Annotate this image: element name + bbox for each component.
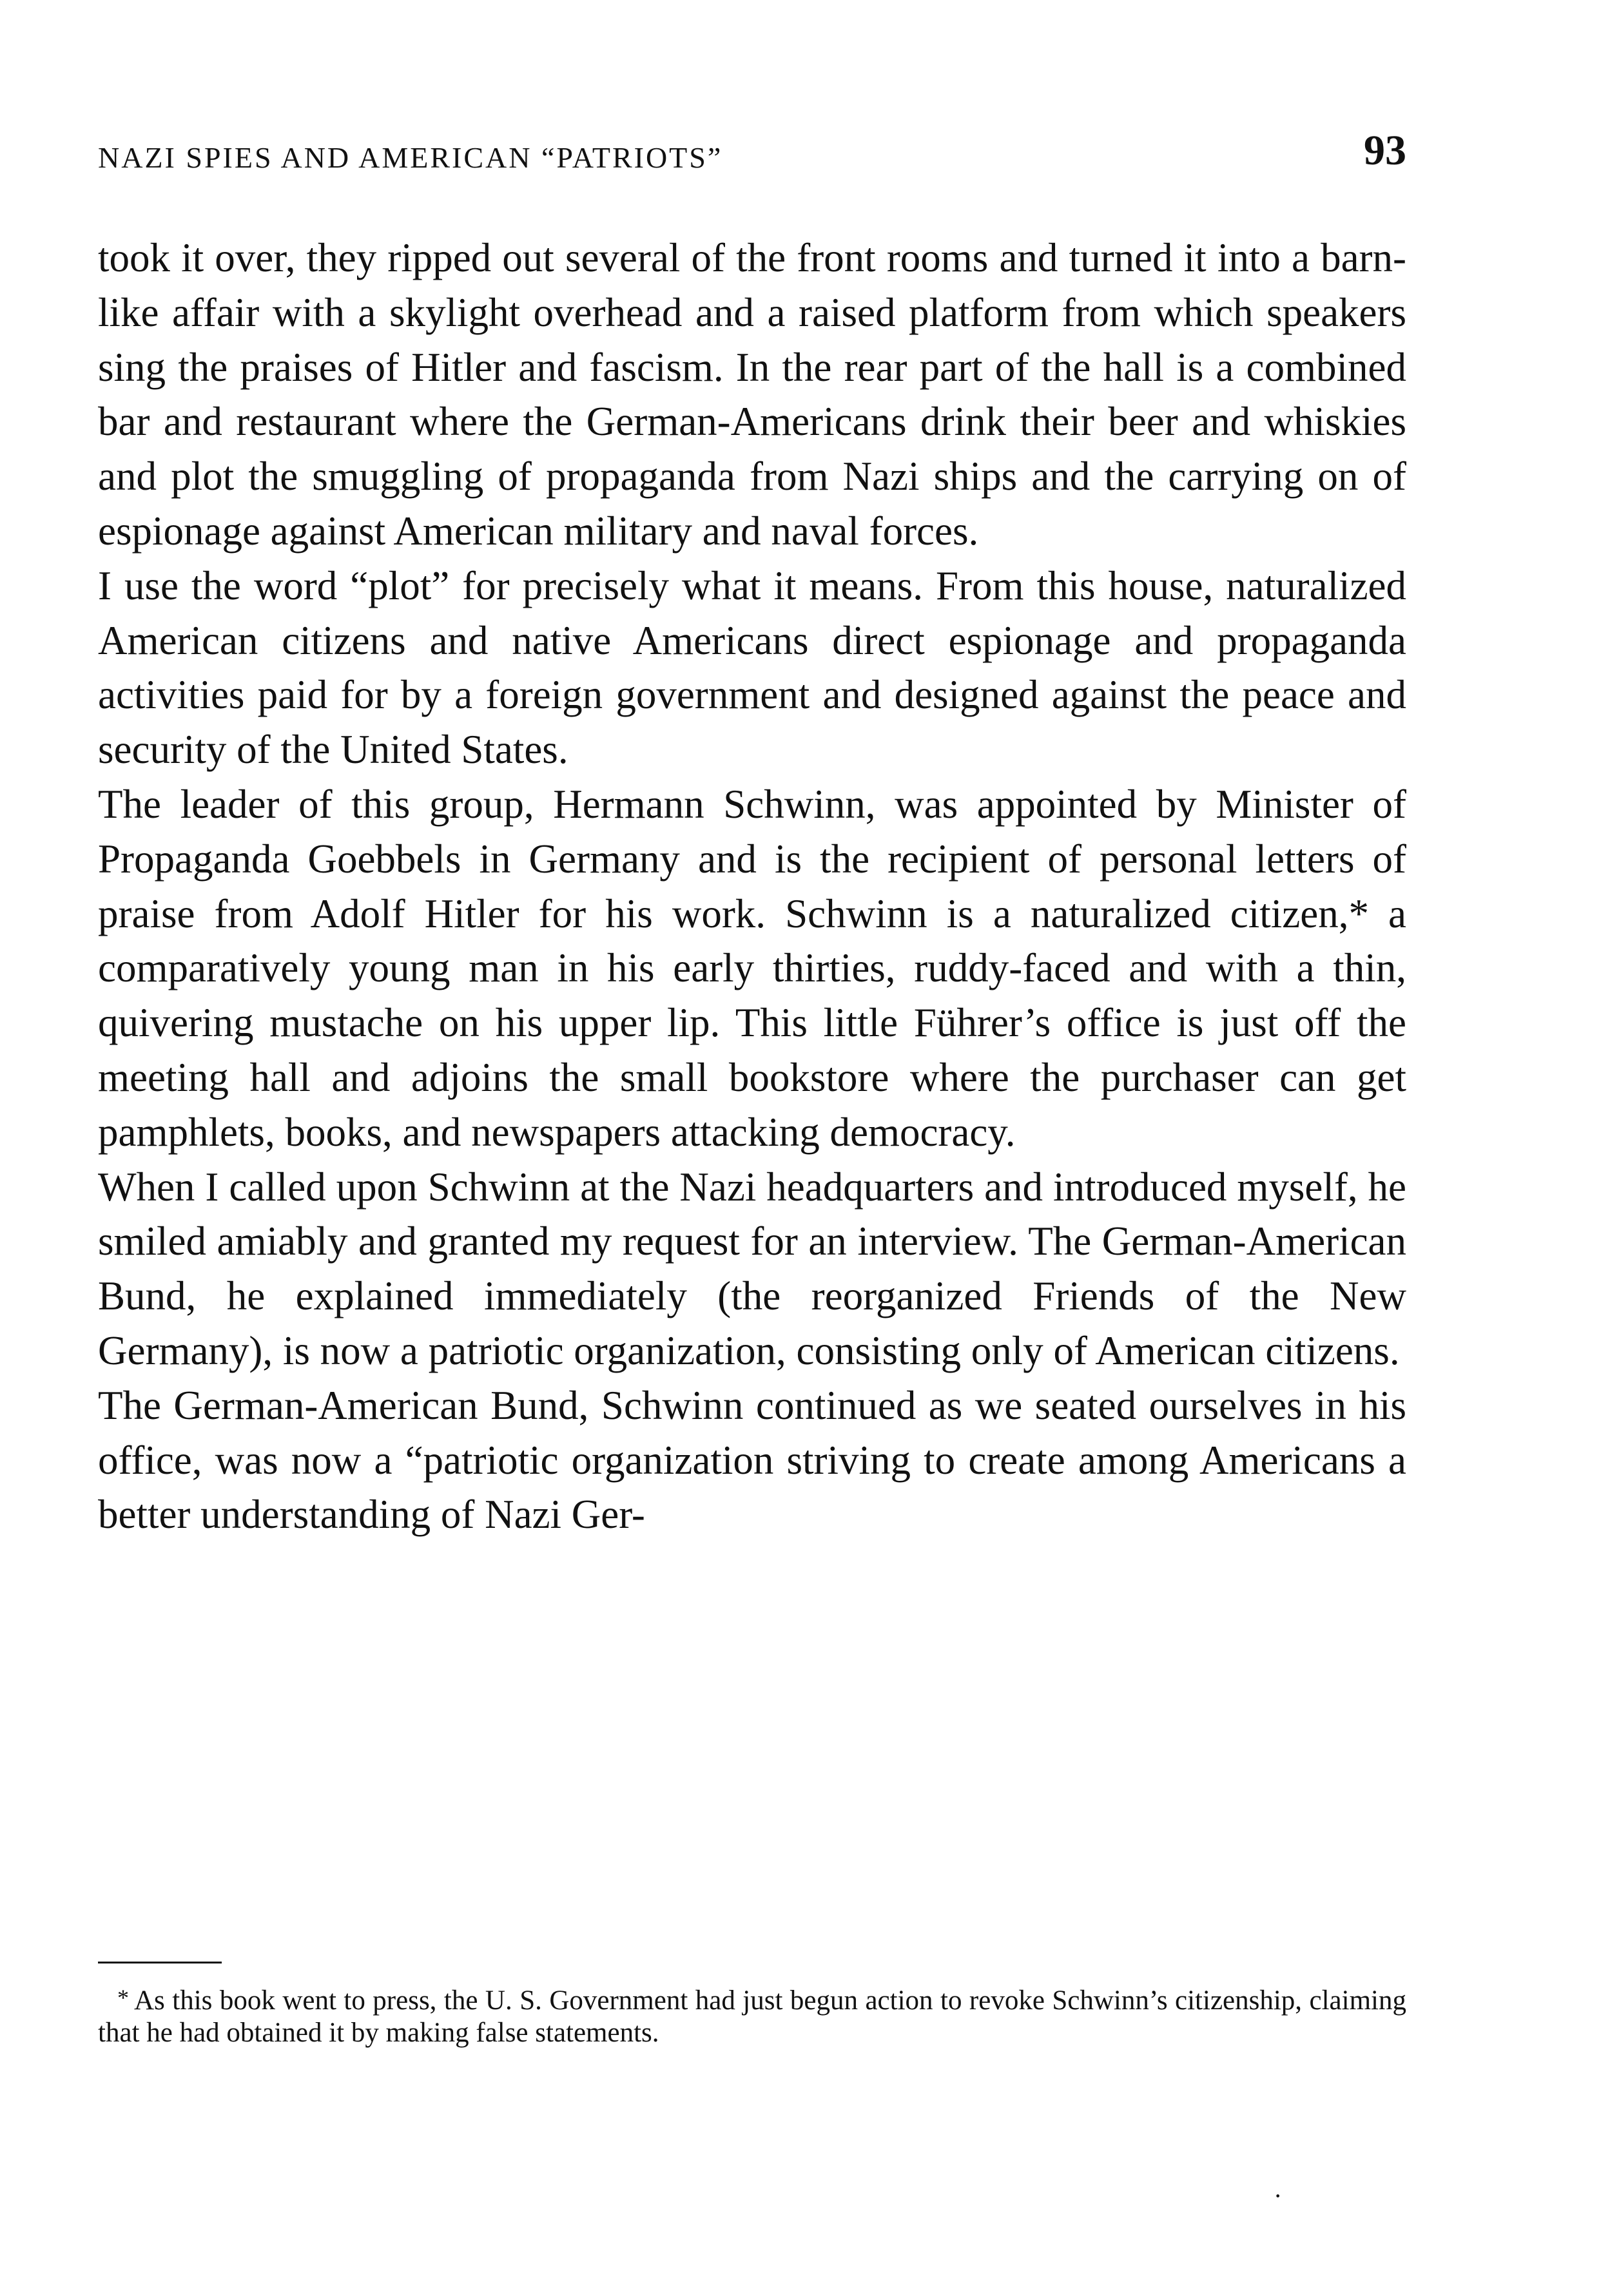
running-title: NAZI SPIES AND AMERICAN “PATRIOTS” (98, 141, 723, 174)
footnote-text: As this book went to press, the U. S. Government had just begun action to revoke Schwinn’s citizenship, claiming that he had obtained it by making false statements. (98, 1985, 1406, 2048)
stray-mark: · (1274, 2181, 1283, 2210)
page-number: 93 (1364, 127, 1406, 174)
paragraph-5: The German-American Bund, Schwinn continued as we seated ourselves in his office, was now a “patriotic organization striving to create among Americans a better understanding of Nazi Ger- (98, 1382, 1406, 1538)
footnote-rule (98, 1962, 222, 1963)
paragraph-1: took it over, they ripped out several of the front rooms and turned it into a barn-like affair with a skylight overhead and a raised platform from which speakers sing the praises of Hitler and fascism. In the rear part of the hall is a combined bar and restaurant where the German-Americans drink their beer and whiskies and plot the smuggling of propaganda from Nazi ships and the carrying on of espionage against American military and naval forces. (98, 235, 1406, 554)
paragraph-3: The leader of this group, Hermann Schwinn, was appointed by Minister of Propaganda Goebbels in Germany and is the recipient of personal letters of praise from Adolf Hitler for his work. Schwinn is a naturalized citizen,* a comparatively young man in his early thirties, ruddy-faced and with a thin, quivering mustache on his upper lip. This little Führer’s office is just off the meeting hall and adjoins the small bookstore where the purchaser can get pamphlets, books, and newspapers attacking democracy. (98, 781, 1406, 1155)
paragraph-4: When I called upon Schwinn at the Nazi headquarters and introduced myself, he smiled amiably and granted my request for an interview. The German-American Bund, he explained immediately (the reorganized Friends of the New Germany), is now a patriotic organization, consisting only of American citizens. (98, 1164, 1406, 1373)
footnote-mark: * (117, 1985, 129, 2011)
body-text (98, 231, 1406, 1542)
paragraph-2: I use the word “plot” for precisely what it means. From this house, naturalized American citizens and native Americans direct espionage and propaganda activities paid for by a foreign government and designed against the peace and security of the United States. (98, 563, 1406, 773)
footnote (98, 1982, 1406, 2049)
running-head (98, 126, 1406, 184)
